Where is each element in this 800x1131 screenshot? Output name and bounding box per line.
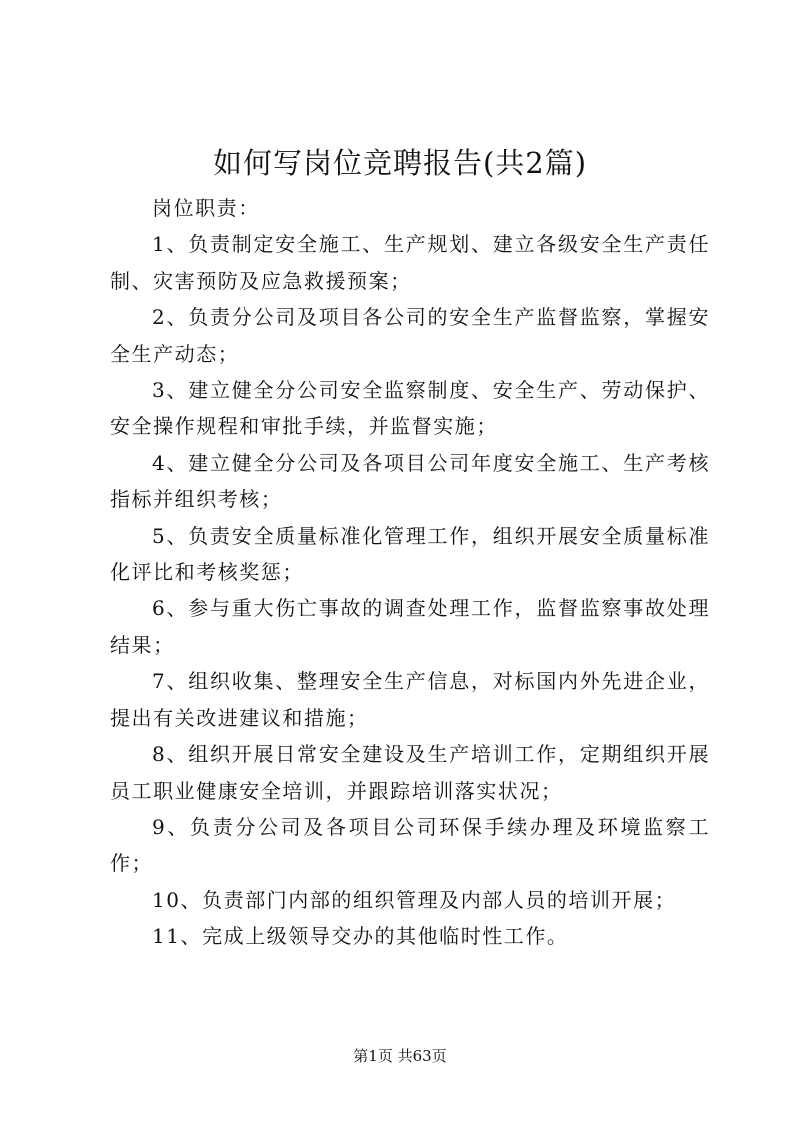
duty-item-5: 5、负责安全质量标准化管理工作，组织开展安全质量标准化评比和考核奖惩； [110,523,710,585]
duty-item-10: 10、负责部门内部的组织管理及内部人员的培训开展； [152,887,677,912]
duty-item-6: 6、参与重大伤亡事故的调查处理工作，监督监察事故处理结果； [110,596,710,657]
duty-item-8: 8、组织开展日常安全建设及生产培训工作，定期组织开展员工职业健康安全培训，并跟踪培训落实状况； [110,742,710,803]
duty-item-3: 3、建立健全分公司安全监察制度、安全生产、劳动保护、安全操作规程和审批手续，并监督实施； [110,378,710,439]
document-title: 如何写岗位竞聘报告(共2篇) [212,146,588,180]
duty-item-7: 7、组织收集、整理安全生产信息，对标国内外先进企业，提出有关改进建议和措施； [110,669,710,730]
document-body [110,190,710,955]
page-footer: 第1页 共63页 [353,1047,447,1065]
duty-item-11: 11、完成上级领导交办的其他临时性工作。 [152,924,569,949]
duty-item-1: 1、负责制定安全施工、生产规划、建立各级安全生产责任制、灾害预防及应急救援预案； [110,232,710,293]
duty-item-9: 9、负责分公司及各项目公司环保手续办理及环境监察工作； [110,814,710,876]
duty-item-2: 2、负责分公司及项目各公司的安全生产监督监察，掌握安全生产动态； [110,305,710,366]
duty-item-4: 4、建立健全分公司及各项目公司年度安全施工、生产考核指标并组织考核； [110,450,710,512]
section-heading: 岗位职责： [152,196,260,220]
